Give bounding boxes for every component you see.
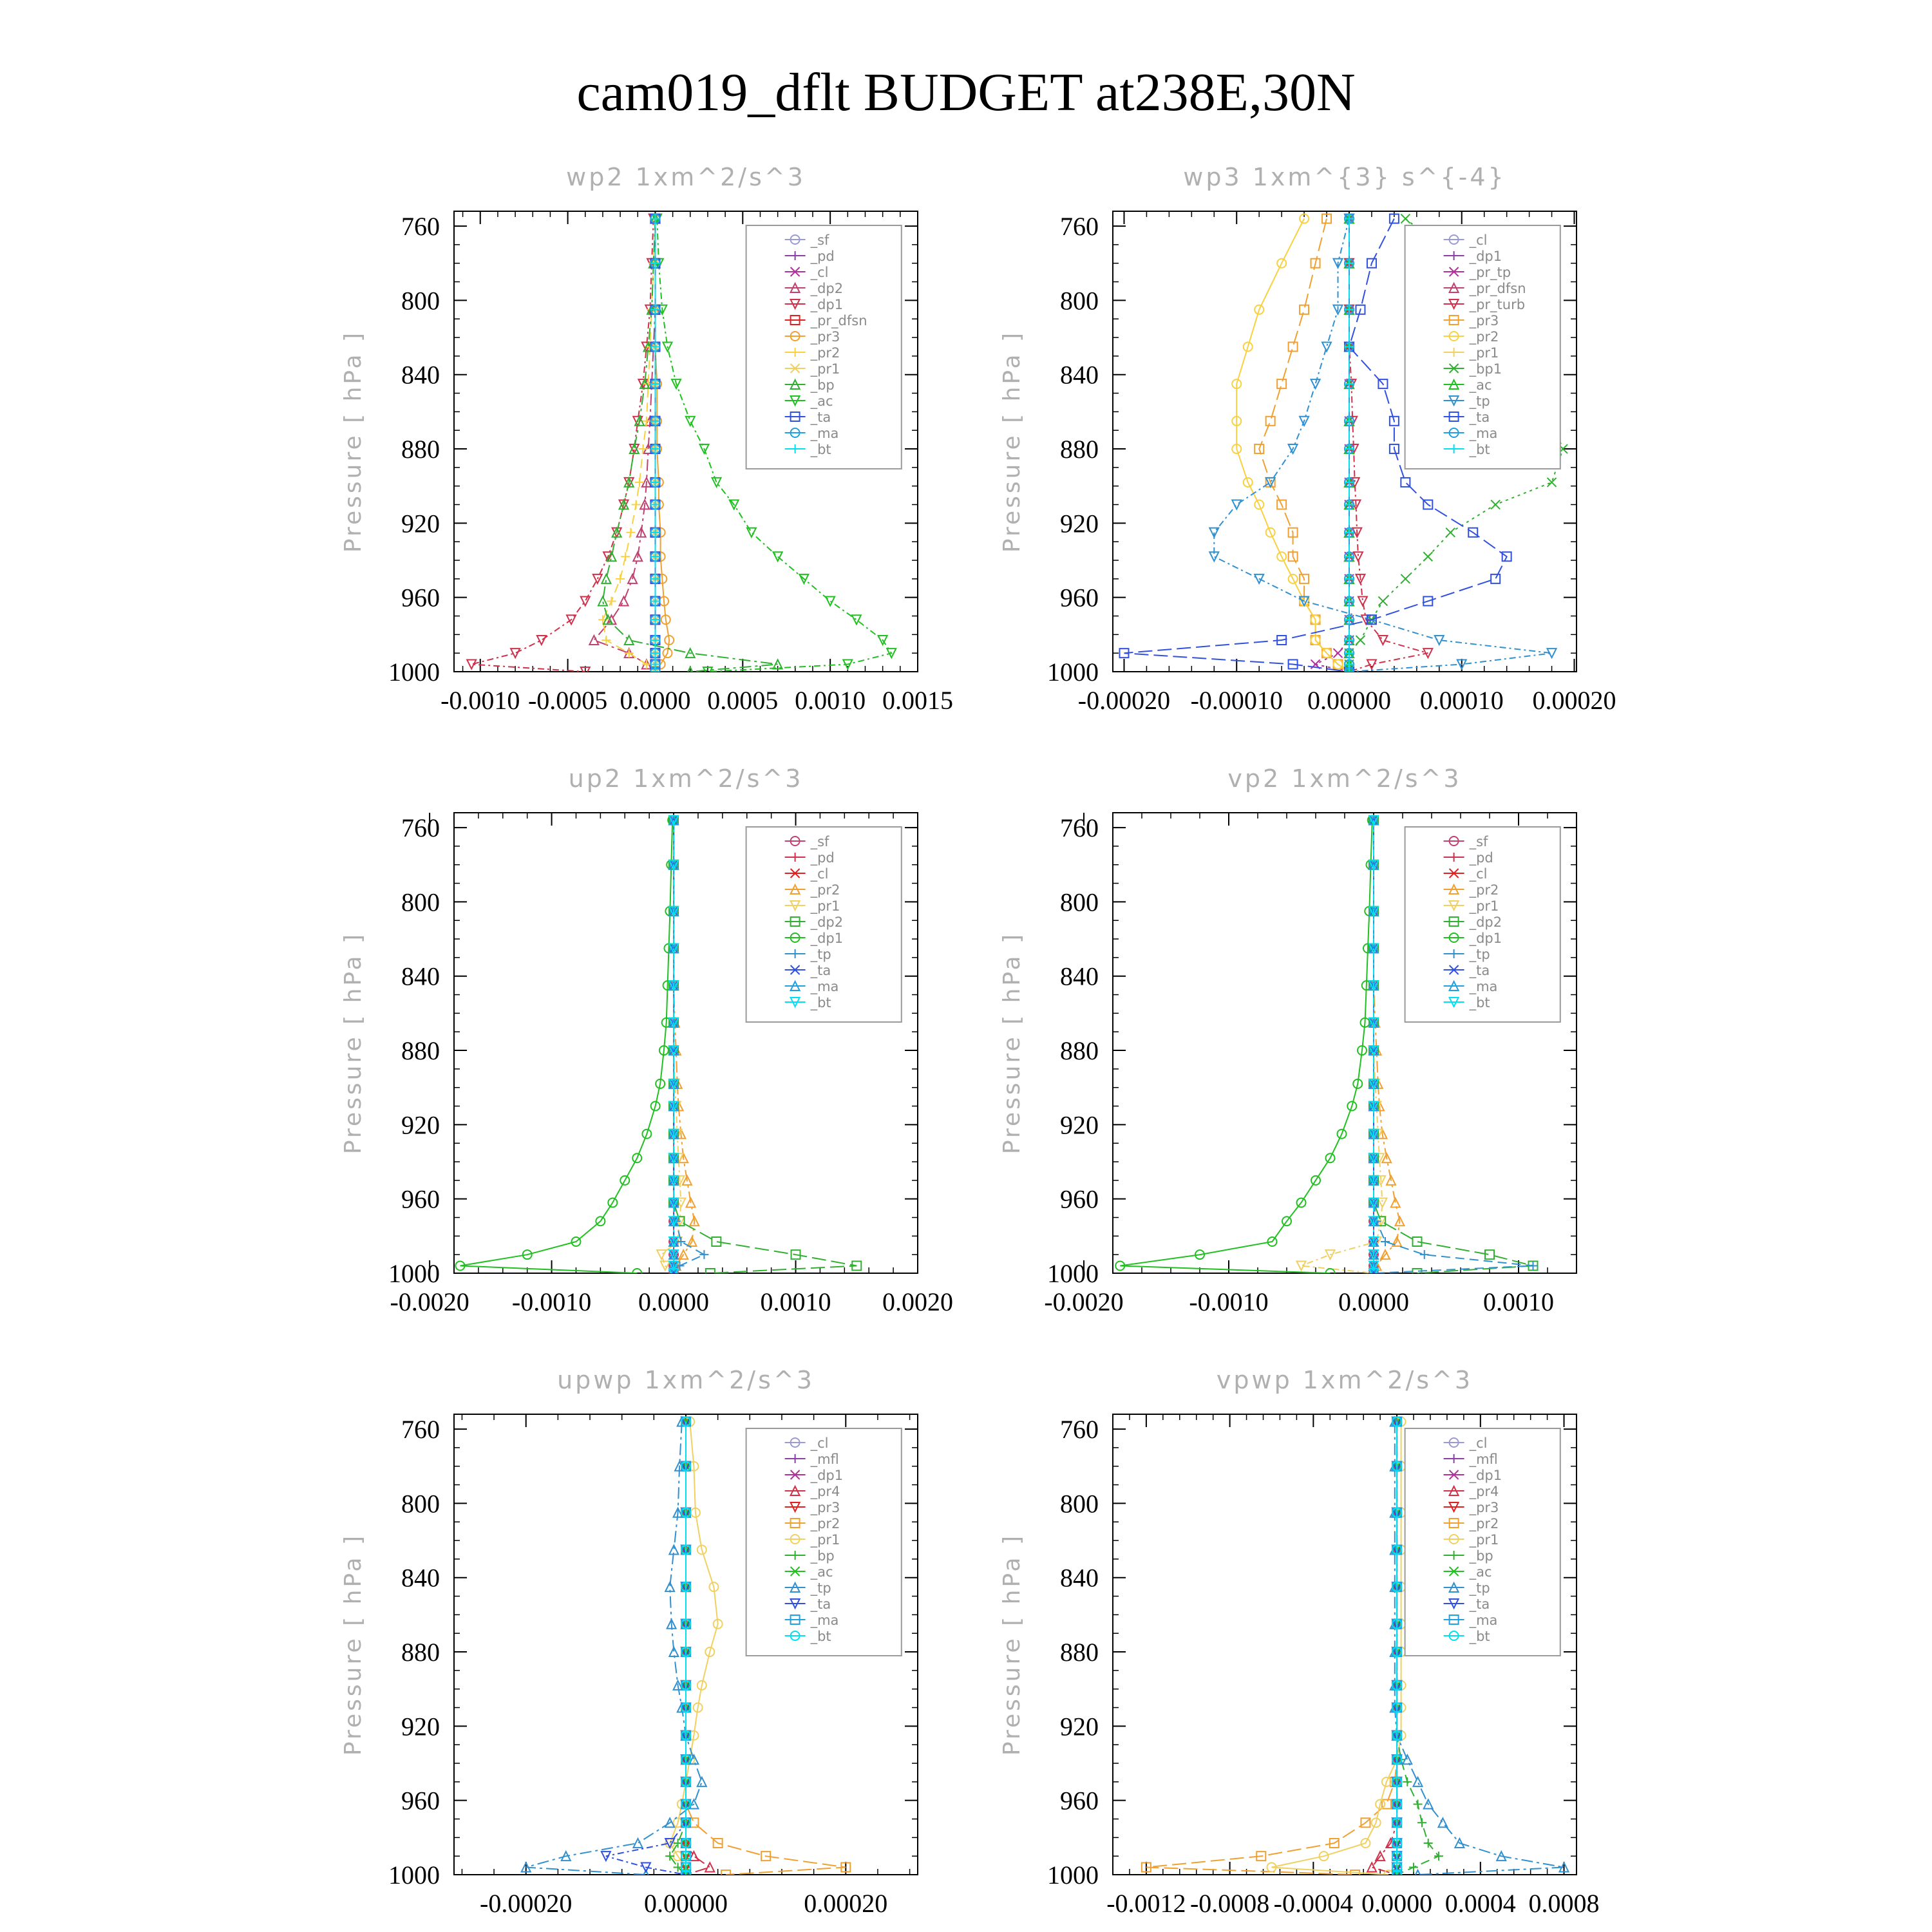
- legend-entry-label: _pr_dfsn: [1469, 281, 1526, 296]
- x-tick-label: 0.0000: [1338, 1287, 1409, 1316]
- series-point: [1378, 596, 1387, 605]
- x-tick-label: -0.0010: [440, 686, 520, 715]
- legend-entry-label: _cl: [810, 265, 829, 280]
- legend-entry-label: _bt: [1469, 1629, 1490, 1644]
- y-axis-label: Pressure [ hPa ]: [340, 1533, 366, 1756]
- x-tick-label: -0.0004: [1273, 1889, 1354, 1918]
- legend-entry-label: _bp: [810, 377, 835, 393]
- series-point: [1300, 305, 1309, 314]
- legend-entry-label: _dp1: [810, 297, 844, 312]
- legend-entry-label: _pr2: [1469, 329, 1499, 345]
- series-point: [1311, 379, 1320, 388]
- legend-entry-label: _ta: [810, 1596, 831, 1612]
- series-point: [634, 1839, 643, 1848]
- y-tick-label: 840: [1060, 360, 1099, 390]
- series-line-pr2: [1236, 219, 1349, 672]
- panel-title: vpwp 1xm^2/s^3: [1216, 1366, 1473, 1394]
- legend-entry-label: _tp: [1469, 393, 1490, 409]
- x-tick-label: -0.0010: [1189, 1287, 1269, 1316]
- panel-5: [340, 1366, 918, 1918]
- legend: [746, 1428, 902, 1656]
- series-point: [1446, 528, 1455, 537]
- y-tick-label: 760: [401, 212, 440, 242]
- legend-entry-label: _ma: [1469, 426, 1498, 441]
- y-tick-label: 960: [401, 583, 440, 612]
- series-point: [1266, 417, 1275, 426]
- y-tick-label: 880: [401, 435, 440, 464]
- legend-entry-label: _tp: [1469, 1580, 1490, 1596]
- panel-title: wp2 1xm^2/s^3: [566, 163, 806, 191]
- series-line-dp1: [460, 820, 673, 1274]
- x-tick-label: -0.00020: [1077, 686, 1171, 715]
- legend-entry-label: _sf: [810, 834, 829, 849]
- series-point: [1529, 1261, 1538, 1270]
- series-point: [1334, 649, 1343, 658]
- legend-entry-label: _bt: [1469, 995, 1490, 1010]
- series-point: [1356, 636, 1365, 645]
- legend-entry-label: _pr1: [810, 361, 840, 377]
- legend-entry-label: _pr1: [1469, 898, 1499, 914]
- panel-title: upwp 1xm^2/s^3: [557, 1366, 815, 1394]
- y-tick-label: 960: [401, 1786, 440, 1815]
- y-tick-label: 760: [1060, 1415, 1099, 1444]
- y-tick-label: 920: [1060, 1110, 1099, 1140]
- y-axis-label: Pressure [ hPa ]: [999, 931, 1025, 1155]
- legend-entry-label: _bp: [810, 1548, 835, 1564]
- legend-entry-label: _ta: [810, 410, 831, 425]
- series-line-pr3: [1259, 219, 1349, 672]
- series-point: [589, 636, 598, 645]
- series-point: [1417, 1818, 1426, 1827]
- x-tick-label: 0.0005: [707, 686, 779, 715]
- series-point: [621, 552, 630, 561]
- legend-entry-label: _pr4: [810, 1484, 840, 1499]
- legend-entry-label: _pr2: [810, 882, 840, 898]
- legend-entry-label: _bt: [810, 1629, 831, 1644]
- x-tick-label: -0.0005: [527, 686, 608, 715]
- y-tick-label: 840: [401, 360, 440, 390]
- series-point: [1322, 342, 1331, 351]
- legend-entry-label: _pr1: [810, 898, 840, 914]
- legend-entry-label: _pr3: [1469, 313, 1499, 328]
- series-point: [1401, 214, 1410, 223]
- y-tick-label: 760: [401, 1415, 440, 1444]
- y-tick-label: 840: [401, 1563, 440, 1593]
- panel-title: up2 1xm^2/s^3: [568, 764, 804, 793]
- legend-entry-label: _bp: [1469, 1548, 1493, 1564]
- series-point: [657, 1250, 666, 1259]
- legend-entry-label: _dp2: [810, 281, 844, 296]
- y-tick-label: 760: [1060, 813, 1099, 843]
- y-tick-label: 1000: [1047, 658, 1099, 687]
- legend-entry-label: _mfl: [810, 1452, 839, 1467]
- legend-entry-label: _pd: [1469, 850, 1493, 866]
- series-point: [581, 596, 590, 605]
- x-tick-label: 0.00000: [644, 1889, 728, 1918]
- y-tick-label: 840: [401, 961, 440, 991]
- legend-entry-label: _mfl: [1469, 1452, 1498, 1467]
- y-tick-label: 1000: [388, 658, 440, 687]
- y-tick-label: 880: [1060, 1638, 1099, 1667]
- y-tick-label: 920: [1060, 1712, 1099, 1741]
- legend-entry-label: _pr4: [1469, 1484, 1499, 1499]
- x-tick-label: 0.0000: [638, 1287, 710, 1316]
- series-point: [1491, 500, 1500, 509]
- legend-entry-label: _ma: [1469, 1613, 1498, 1628]
- series-point: [1391, 1198, 1400, 1207]
- legend-entry-label: _bt: [810, 442, 831, 457]
- legend-entry-label: _dp2: [1469, 914, 1502, 930]
- series-point: [1414, 1799, 1423, 1808]
- series-point: [620, 596, 629, 605]
- legend-entry-label: _dp1: [810, 1468, 844, 1483]
- series-point: [826, 596, 835, 605]
- y-tick-label: 760: [401, 813, 440, 843]
- series-point: [669, 1647, 678, 1656]
- y-axis-label: Pressure [ hPa ]: [999, 330, 1025, 553]
- legend-entry-label: _bt: [1469, 442, 1490, 457]
- legend-entry-label: _pr1: [810, 1532, 840, 1548]
- series-point: [1232, 500, 1241, 509]
- legend-entry-label: _sf: [810, 232, 829, 248]
- x-tick-label: 0.00020: [804, 1889, 888, 1918]
- series-point: [1381, 1237, 1390, 1246]
- series-point: [1378, 1198, 1387, 1207]
- legend-entry-label: _tp: [810, 947, 831, 962]
- y-tick-label: 840: [1060, 1563, 1099, 1593]
- legend-entry-label: _ta: [810, 963, 831, 978]
- series-line-dp1: [471, 219, 654, 672]
- series-point: [699, 1250, 708, 1259]
- series-point: [697, 1777, 706, 1786]
- panel-title: wp3 1xm^{3} s^{-4}: [1183, 163, 1506, 191]
- x-tick-label: 0.0000: [1361, 1889, 1433, 1918]
- legend-entry-label: _ta: [1469, 963, 1490, 978]
- series-line-pr1: [670, 1422, 718, 1875]
- y-tick-label: 960: [1060, 1786, 1099, 1815]
- series-point: [665, 1852, 674, 1861]
- x-tick-label: 0.00010: [1419, 686, 1504, 715]
- x-tick-label: 0.0000: [620, 686, 691, 715]
- x-tick-label: 0.0010: [795, 686, 866, 715]
- legend-entry-label: _ta: [1469, 410, 1490, 425]
- series-point: [1209, 528, 1218, 537]
- legend-entry-label: _pr2: [1469, 1516, 1499, 1531]
- series-point: [625, 636, 634, 645]
- y-tick-label: 960: [1060, 1184, 1099, 1214]
- legend-entry-label: _bp1: [1469, 361, 1502, 377]
- y-axis-label: Pressure [ hPa ]: [999, 1533, 1025, 1756]
- legend-entry-label: _ta: [1469, 1596, 1490, 1612]
- series-point: [1423, 552, 1432, 561]
- legend-entry-label: _cl: [1469, 232, 1488, 248]
- series-point: [1289, 342, 1298, 351]
- y-tick-label: 880: [401, 1638, 440, 1667]
- legend-entry-label: _ac: [1469, 1564, 1492, 1580]
- legend-entry-label: _pr2: [810, 345, 840, 361]
- series-point: [1378, 636, 1387, 645]
- legend-entry-label: _pd: [810, 850, 835, 866]
- series-line-tp: [526, 1422, 702, 1875]
- legend-entry-label: _cl: [1469, 1435, 1488, 1451]
- y-tick-label: 1000: [388, 1861, 440, 1889]
- x-tick-label: 0.00000: [1307, 686, 1391, 715]
- y-tick-label: 840: [1060, 961, 1099, 991]
- legend: [746, 827, 902, 1022]
- legend-entry-label: _bt: [810, 995, 831, 1010]
- series-point: [1491, 574, 1500, 583]
- legend-entry-label: _pr3: [810, 329, 840, 345]
- series-line-pr2: [1146, 1422, 1397, 1875]
- series-point: [1420, 1250, 1429, 1259]
- y-tick-label: 800: [1060, 887, 1099, 917]
- y-tick-label: 920: [401, 1110, 440, 1140]
- figure-title: cam019_dflt BUDGET at238E,30N: [576, 62, 1356, 122]
- legend-entry-label: _ac: [810, 1564, 833, 1580]
- y-tick-label: 880: [401, 1036, 440, 1066]
- legend: [1405, 827, 1560, 1022]
- legend-entry-label: _dp1: [1469, 1468, 1502, 1483]
- series-point: [1414, 1777, 1423, 1786]
- legend-entry-label: _cl: [810, 866, 829, 882]
- legend-entry-label: _pr_tp: [1469, 265, 1511, 280]
- series-point: [1401, 574, 1410, 583]
- legend-entry-label: _ma: [810, 979, 839, 994]
- legend: [746, 225, 902, 469]
- legend-entry-label: _ma: [810, 1613, 839, 1628]
- y-tick-label: 920: [1060, 509, 1099, 538]
- x-tick-label: -0.00020: [480, 1889, 573, 1918]
- legend-entry-label: _sf: [1469, 834, 1488, 849]
- x-tick-label: -0.0020: [1044, 1287, 1124, 1316]
- series-line-dp1: [1120, 820, 1372, 1274]
- series-point: [626, 528, 635, 537]
- legend-entry-label: _pr1: [1469, 345, 1499, 361]
- series-point: [686, 417, 695, 426]
- panel-title: vp2 1xm^2/s^3: [1227, 764, 1462, 793]
- x-tick-label: -0.0010: [511, 1287, 592, 1316]
- y-tick-label: 1000: [1047, 1259, 1099, 1288]
- series-line-pr_tp: [1316, 219, 1349, 672]
- legend-entry-label: _pd: [810, 249, 835, 264]
- x-tick-label: 0.0010: [760, 1287, 831, 1316]
- legend-entry-label: _pr3: [810, 1500, 840, 1515]
- x-tick-label: 0.0008: [1528, 1889, 1600, 1918]
- legend-entry-label: _pr3: [1469, 1500, 1499, 1515]
- series-point: [1403, 1777, 1412, 1786]
- y-axis-label: Pressure [ hPa ]: [340, 931, 366, 1155]
- series-point: [1548, 478, 1557, 487]
- legend-entry-label: _tp: [810, 1580, 831, 1596]
- legend-entry-label: _pr1: [1469, 1532, 1499, 1548]
- y-tick-label: 880: [1060, 1036, 1099, 1066]
- series-point: [607, 596, 616, 605]
- series-point: [1358, 596, 1367, 605]
- panel-2: [999, 163, 1616, 715]
- x-tick-label: 0.0020: [882, 1287, 953, 1316]
- x-tick-label: -0.0012: [1106, 1889, 1186, 1918]
- series-point: [638, 444, 647, 453]
- y-tick-label: 760: [1060, 212, 1099, 242]
- series-point: [705, 1862, 714, 1871]
- x-tick-label: 0.00020: [1532, 686, 1616, 715]
- series-point: [1438, 1818, 1447, 1827]
- series-point: [537, 636, 546, 645]
- series-point: [1354, 552, 1363, 561]
- series-point: [1409, 1862, 1418, 1871]
- legend-entry-label: _pr_turb: [1469, 297, 1526, 312]
- legend-entry-label: _pr2: [810, 1516, 840, 1531]
- panel-3: [340, 764, 953, 1316]
- legend-entry-label: _tp: [1469, 947, 1490, 962]
- y-tick-label: 880: [1060, 435, 1099, 464]
- series-point: [616, 574, 625, 583]
- series-point: [1277, 379, 1286, 388]
- legend-entry-label: _ma: [810, 426, 839, 441]
- y-axis-label: Pressure [ hPa ]: [340, 330, 366, 553]
- y-tick-label: 920: [401, 509, 440, 538]
- series-point: [1434, 1852, 1443, 1861]
- legend-entry-label: _ma: [1469, 979, 1498, 994]
- y-tick-label: 800: [401, 1489, 440, 1519]
- legend-entry-label: _dp1: [1469, 931, 1502, 946]
- panel-4: [999, 764, 1577, 1316]
- legend-entry-label: _dp1: [810, 931, 844, 946]
- y-tick-label: 920: [401, 1712, 440, 1741]
- series-point: [747, 528, 756, 537]
- series-point: [598, 596, 607, 605]
- y-tick-label: 960: [401, 1184, 440, 1214]
- y-tick-label: 800: [401, 887, 440, 917]
- panel-6: [999, 1366, 1600, 1918]
- legend-entry-label: _cl: [810, 1435, 829, 1451]
- legend-entry-label: _cl: [1469, 866, 1488, 882]
- x-tick-label: 0.0015: [882, 686, 953, 715]
- x-tick-label: 0.0004: [1444, 1889, 1516, 1918]
- panel-1: [340, 163, 953, 715]
- legend-entry-label: _pr2: [1469, 882, 1499, 898]
- y-tick-label: 1000: [388, 1259, 440, 1288]
- legend: [1405, 1428, 1560, 1656]
- legend-entry-label: _dp1: [1469, 249, 1502, 264]
- legend: [1405, 225, 1560, 469]
- y-tick-label: 800: [401, 286, 440, 316]
- y-tick-label: 960: [1060, 583, 1099, 612]
- series-point: [511, 649, 520, 658]
- legend-entry-label: _dp2: [810, 914, 844, 930]
- legend-entry-label: _ac: [1469, 377, 1492, 393]
- x-tick-label: 0.0010: [1483, 1287, 1554, 1316]
- y-tick-label: 1000: [1047, 1861, 1099, 1889]
- series-point: [632, 500, 641, 509]
- y-tick-label: 800: [1060, 286, 1099, 316]
- legend-entry-label: _ac: [810, 393, 833, 409]
- x-tick-label: -0.0008: [1189, 1889, 1270, 1918]
- legend-entry-label: _pr_dfsn: [810, 313, 867, 328]
- x-tick-label: -0.00010: [1190, 686, 1283, 715]
- x-tick-label: -0.0020: [390, 1287, 469, 1316]
- y-tick-label: 800: [1060, 1489, 1099, 1519]
